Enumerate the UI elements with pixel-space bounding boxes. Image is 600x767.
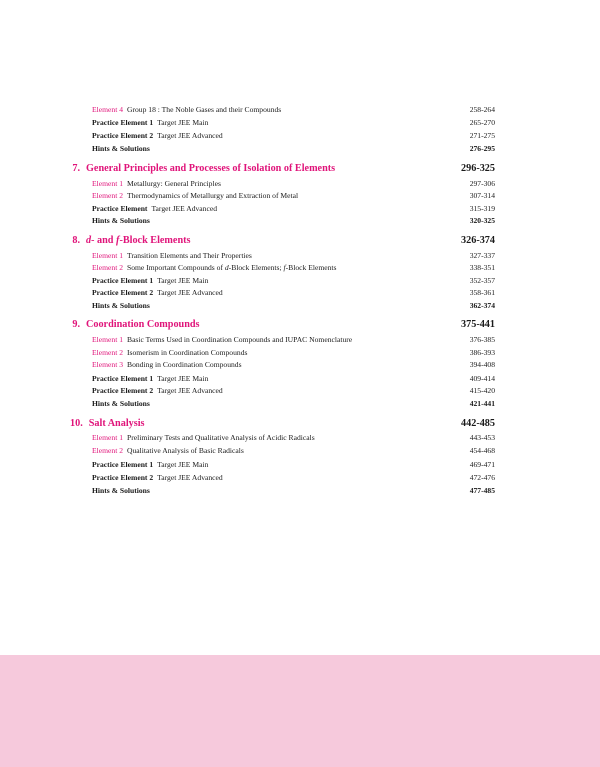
entry-title: Target JEE Advanced: [157, 386, 223, 395]
entry-title: Target JEE Main: [157, 460, 209, 469]
chapter-pages: 375-441: [461, 319, 495, 330]
toc-entry: [92, 116, 495, 129]
toc-entry-hints: [92, 397, 495, 410]
chapter-number: 9.: [72, 319, 80, 330]
entry-pages: 258-264: [469, 105, 495, 114]
entry-pages: 409-414: [469, 374, 495, 383]
toc-entry: [92, 189, 495, 202]
toc-entry: [92, 458, 495, 471]
element-label: Element 1: [92, 335, 123, 344]
chapter-heading: [70, 161, 495, 177]
element-label: Element 2: [92, 191, 123, 200]
entry-pages: 297-306: [469, 179, 495, 188]
practice-label: Practice Element 2: [92, 473, 154, 482]
practice-label: Practice Element 2: [92, 386, 154, 395]
element-label: Element 4: [92, 105, 123, 114]
entry-title: Some Important Compounds of d-Block Elements; f-Block Elements: [127, 263, 337, 272]
toc-entry: [92, 471, 495, 484]
practice-label: Practice Element 1: [92, 276, 154, 285]
toc-entry: [92, 129, 495, 142]
entry-pages: 358-361: [469, 288, 495, 297]
element-label: Element 2: [92, 348, 123, 357]
element-label: Element 2: [92, 446, 123, 455]
entry-title: Transition Elements and Their Properties: [127, 251, 252, 260]
chapter-title: Salt Analysis: [88, 418, 145, 429]
entry-title: Target JEE Main: [157, 374, 209, 383]
toc-entry: [92, 358, 495, 371]
toc-entry: [92, 261, 495, 274]
hints-label: Hints & Solutions: [92, 399, 150, 408]
footer-band: [0, 655, 600, 767]
toc-entry: [92, 286, 495, 299]
entry-title: Target JEE Main: [157, 118, 209, 127]
entry-pages: 469-471: [469, 460, 495, 469]
chapter-heading: [70, 233, 495, 249]
entry-title: Thermodynamics of Metallurgy and Extraction of Metal: [127, 191, 299, 200]
toc-entry-hints: [92, 214, 495, 227]
entry-title: Qualitative Analysis of Basic Radicals: [127, 446, 244, 455]
element-label: Element 1: [92, 179, 123, 188]
entry-title: Target JEE Advanced: [157, 131, 223, 140]
entry-pages: 443-453: [469, 433, 495, 442]
entry-pages: 327-337: [469, 251, 495, 260]
chapter-heading: [70, 416, 495, 432]
hints-label: Hints & Solutions: [92, 144, 150, 153]
element-label: Element 1: [92, 433, 123, 442]
toc-entry: [92, 333, 495, 346]
toc-entry: [92, 431, 495, 444]
entry-pages: 276-295: [469, 144, 495, 153]
entry-pages: 415-420: [469, 386, 495, 395]
practice-label: Practice Element 2: [92, 131, 154, 140]
hints-label: Hints & Solutions: [92, 486, 150, 495]
toc-entry-hints: [92, 142, 495, 155]
entry-title: Target JEE Advanced: [157, 473, 223, 482]
entry-pages: 362-374: [469, 301, 495, 310]
entry-pages: 265-270: [469, 118, 495, 127]
hints-label: Hints & Solutions: [92, 216, 150, 225]
element-label: Element 3: [92, 360, 123, 369]
entry-pages: 338-351: [469, 263, 495, 272]
entry-pages: 394-408: [469, 360, 495, 369]
entry-title: Preliminary Tests and Qualitative Analysis of Acidic Radicals: [127, 433, 315, 442]
entry-title: Isomerism in Coordination Compounds: [127, 348, 248, 357]
element-label: Element 2: [92, 263, 123, 272]
practice-label: Practice Element 1: [92, 460, 154, 469]
entry-title: Group 18 : The Noble Gases and their Compounds: [127, 105, 282, 114]
toc-entry: [92, 103, 495, 116]
practice-label: Practice Element 1: [92, 374, 154, 383]
entry-pages: 376-385: [469, 335, 495, 344]
entry-title: Target JEE Main: [157, 276, 209, 285]
entry-pages: 454-468: [469, 446, 495, 455]
entry-pages: 307-314: [469, 191, 495, 200]
entry-title: Target JEE Advanced: [157, 288, 223, 297]
entry-title: Basic Terms Used in Coordination Compounds and IUPAC Nomenclature: [127, 335, 353, 344]
hints-label: Hints & Solutions: [92, 301, 150, 310]
chapter-pages: 442-485: [461, 418, 495, 429]
entry-title: Metallurgy: General Principles: [127, 179, 221, 188]
chapter-heading: [70, 317, 495, 333]
entry-pages: 320-325: [469, 216, 495, 225]
chapter-number: 10.: [70, 418, 83, 429]
practice-label: Practice Element 1: [92, 118, 154, 127]
entry-title: Target JEE Advanced: [151, 204, 217, 213]
chapter-number: 8.: [72, 235, 80, 246]
entry-title: Bonding in Coordination Compounds: [127, 360, 242, 369]
entry-pages: 352-357: [469, 276, 495, 285]
chapter-pages: 296-325: [461, 163, 495, 174]
chapter-title: Coordination Compounds: [86, 319, 200, 330]
practice-label: Practice Element 2: [92, 288, 154, 297]
entry-pages: 421-441: [469, 399, 495, 408]
entry-pages: 315-319: [469, 204, 495, 213]
entry-pages: 271-275: [469, 131, 495, 140]
toc-entry-hints: [92, 484, 495, 497]
toc-entry: [92, 384, 495, 397]
chapter-title: d- and f-Block Elements: [86, 235, 191, 246]
practice-label: Practice Element: [92, 204, 148, 213]
chapter-pages: 326-374: [461, 235, 495, 246]
chapter-number: 7.: [72, 163, 80, 174]
toc-entry-hints: [92, 299, 495, 312]
entry-pages: 472-476: [469, 473, 495, 482]
entry-pages: 477-485: [469, 486, 495, 495]
element-label: Element 1: [92, 251, 123, 260]
entry-pages: 386-393: [469, 348, 495, 357]
toc-entry: [92, 444, 495, 457]
chapter-title: General Principles and Processes of Isolation of Elements: [86, 163, 336, 174]
